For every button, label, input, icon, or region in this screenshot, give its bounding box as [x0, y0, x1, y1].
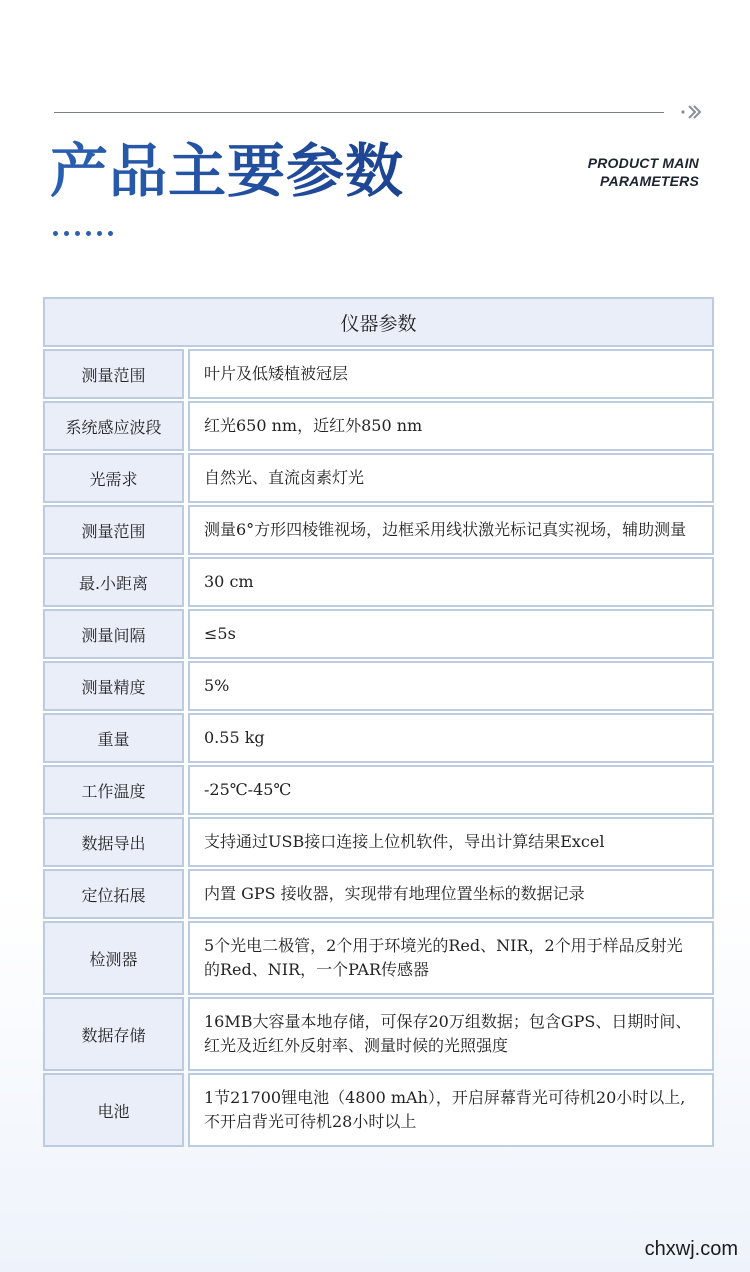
subtitle-line-1: PRODUCT MAIN — [587, 155, 699, 171]
row-label: 测量精度 — [43, 661, 184, 711]
table-row — [43, 453, 714, 503]
row-value: 30 cm — [188, 557, 714, 607]
row-value: 内置 GPS 接收器，实现带有地理位置坐标的数据记录 — [188, 869, 714, 919]
watermark: chxwj.com — [644, 1238, 738, 1260]
row-label: 电池 — [43, 1073, 184, 1147]
row-value: 红光650 nm，近红外850 nm — [188, 401, 714, 451]
row-label: 系统感应波段 — [43, 401, 184, 451]
decorative-dots — [53, 231, 113, 236]
table-row — [43, 661, 714, 711]
table-row — [43, 401, 714, 451]
row-label: 光需求 — [43, 453, 184, 503]
table-row — [43, 557, 714, 607]
top-divider-line — [54, 112, 664, 113]
table-row — [43, 1073, 714, 1147]
table-row — [43, 349, 714, 399]
row-label: 检测器 — [43, 921, 184, 995]
row-value: 支持通过USB接口连接上位机软件，导出计算结果Excel — [188, 817, 714, 867]
row-label: 重量 — [43, 713, 184, 763]
page-title: 产品主要参数 — [50, 134, 404, 208]
table-row — [43, 765, 714, 815]
table-row — [43, 609, 714, 659]
row-value: 叶片及低矮植被冠层 — [188, 349, 714, 399]
row-value: 测量6°方形四棱锥视场，边框采用线状激光标记真实视场，辅助测量 — [188, 505, 714, 555]
row-label: 测量范围 — [43, 349, 184, 399]
row-value: -25℃-45℃ — [188, 765, 714, 815]
table-row — [43, 505, 714, 555]
row-value: 5% — [188, 661, 714, 711]
row-label: 测量范围 — [43, 505, 184, 555]
dot — [108, 231, 113, 236]
row-value: 1节21700锂电池（4800 mAh），开启屏幕背光可待机20小时以上,不开启背光可待机28小时以上 — [188, 1073, 714, 1147]
parameters-table — [43, 297, 714, 1149]
row-value: ≤5s — [188, 609, 714, 659]
dot — [64, 231, 69, 236]
table-row — [43, 869, 714, 919]
row-value: 16MB大容量本地存储，可保存20万组数据；包含GPS、日期时间、红光及近红外反射率、测量时候的光照强度 — [188, 997, 714, 1071]
dot — [97, 231, 102, 236]
table-row — [43, 817, 714, 867]
table-header: 仪器参数 — [43, 297, 714, 347]
dot — [75, 231, 80, 236]
row-value: 0.55 kg — [188, 713, 714, 763]
row-label: 数据导出 — [43, 817, 184, 867]
row-label: 工作温度 — [43, 765, 184, 815]
row-label: 数据存储 — [43, 997, 184, 1071]
dot — [53, 231, 58, 236]
double-chevron-right-icon — [680, 102, 704, 122]
table-row — [43, 713, 714, 763]
dot — [86, 231, 91, 236]
row-label: 最.小距离 — [43, 557, 184, 607]
subtitle-line-2: PARAMETERS — [600, 173, 699, 189]
row-label: 定位拓展 — [43, 869, 184, 919]
page-subtitle — [588, 154, 699, 190]
table-row — [43, 997, 714, 1071]
row-label: 测量间隔 — [43, 609, 184, 659]
table-row — [43, 921, 714, 995]
row-value: 自然光、直流卤素灯光 — [188, 453, 714, 503]
row-value: 5个光电二极管，2个用于环境光的Red、NIR，2个用于样品反射光的Red、NIR，一个PAR传感器 — [188, 921, 714, 995]
